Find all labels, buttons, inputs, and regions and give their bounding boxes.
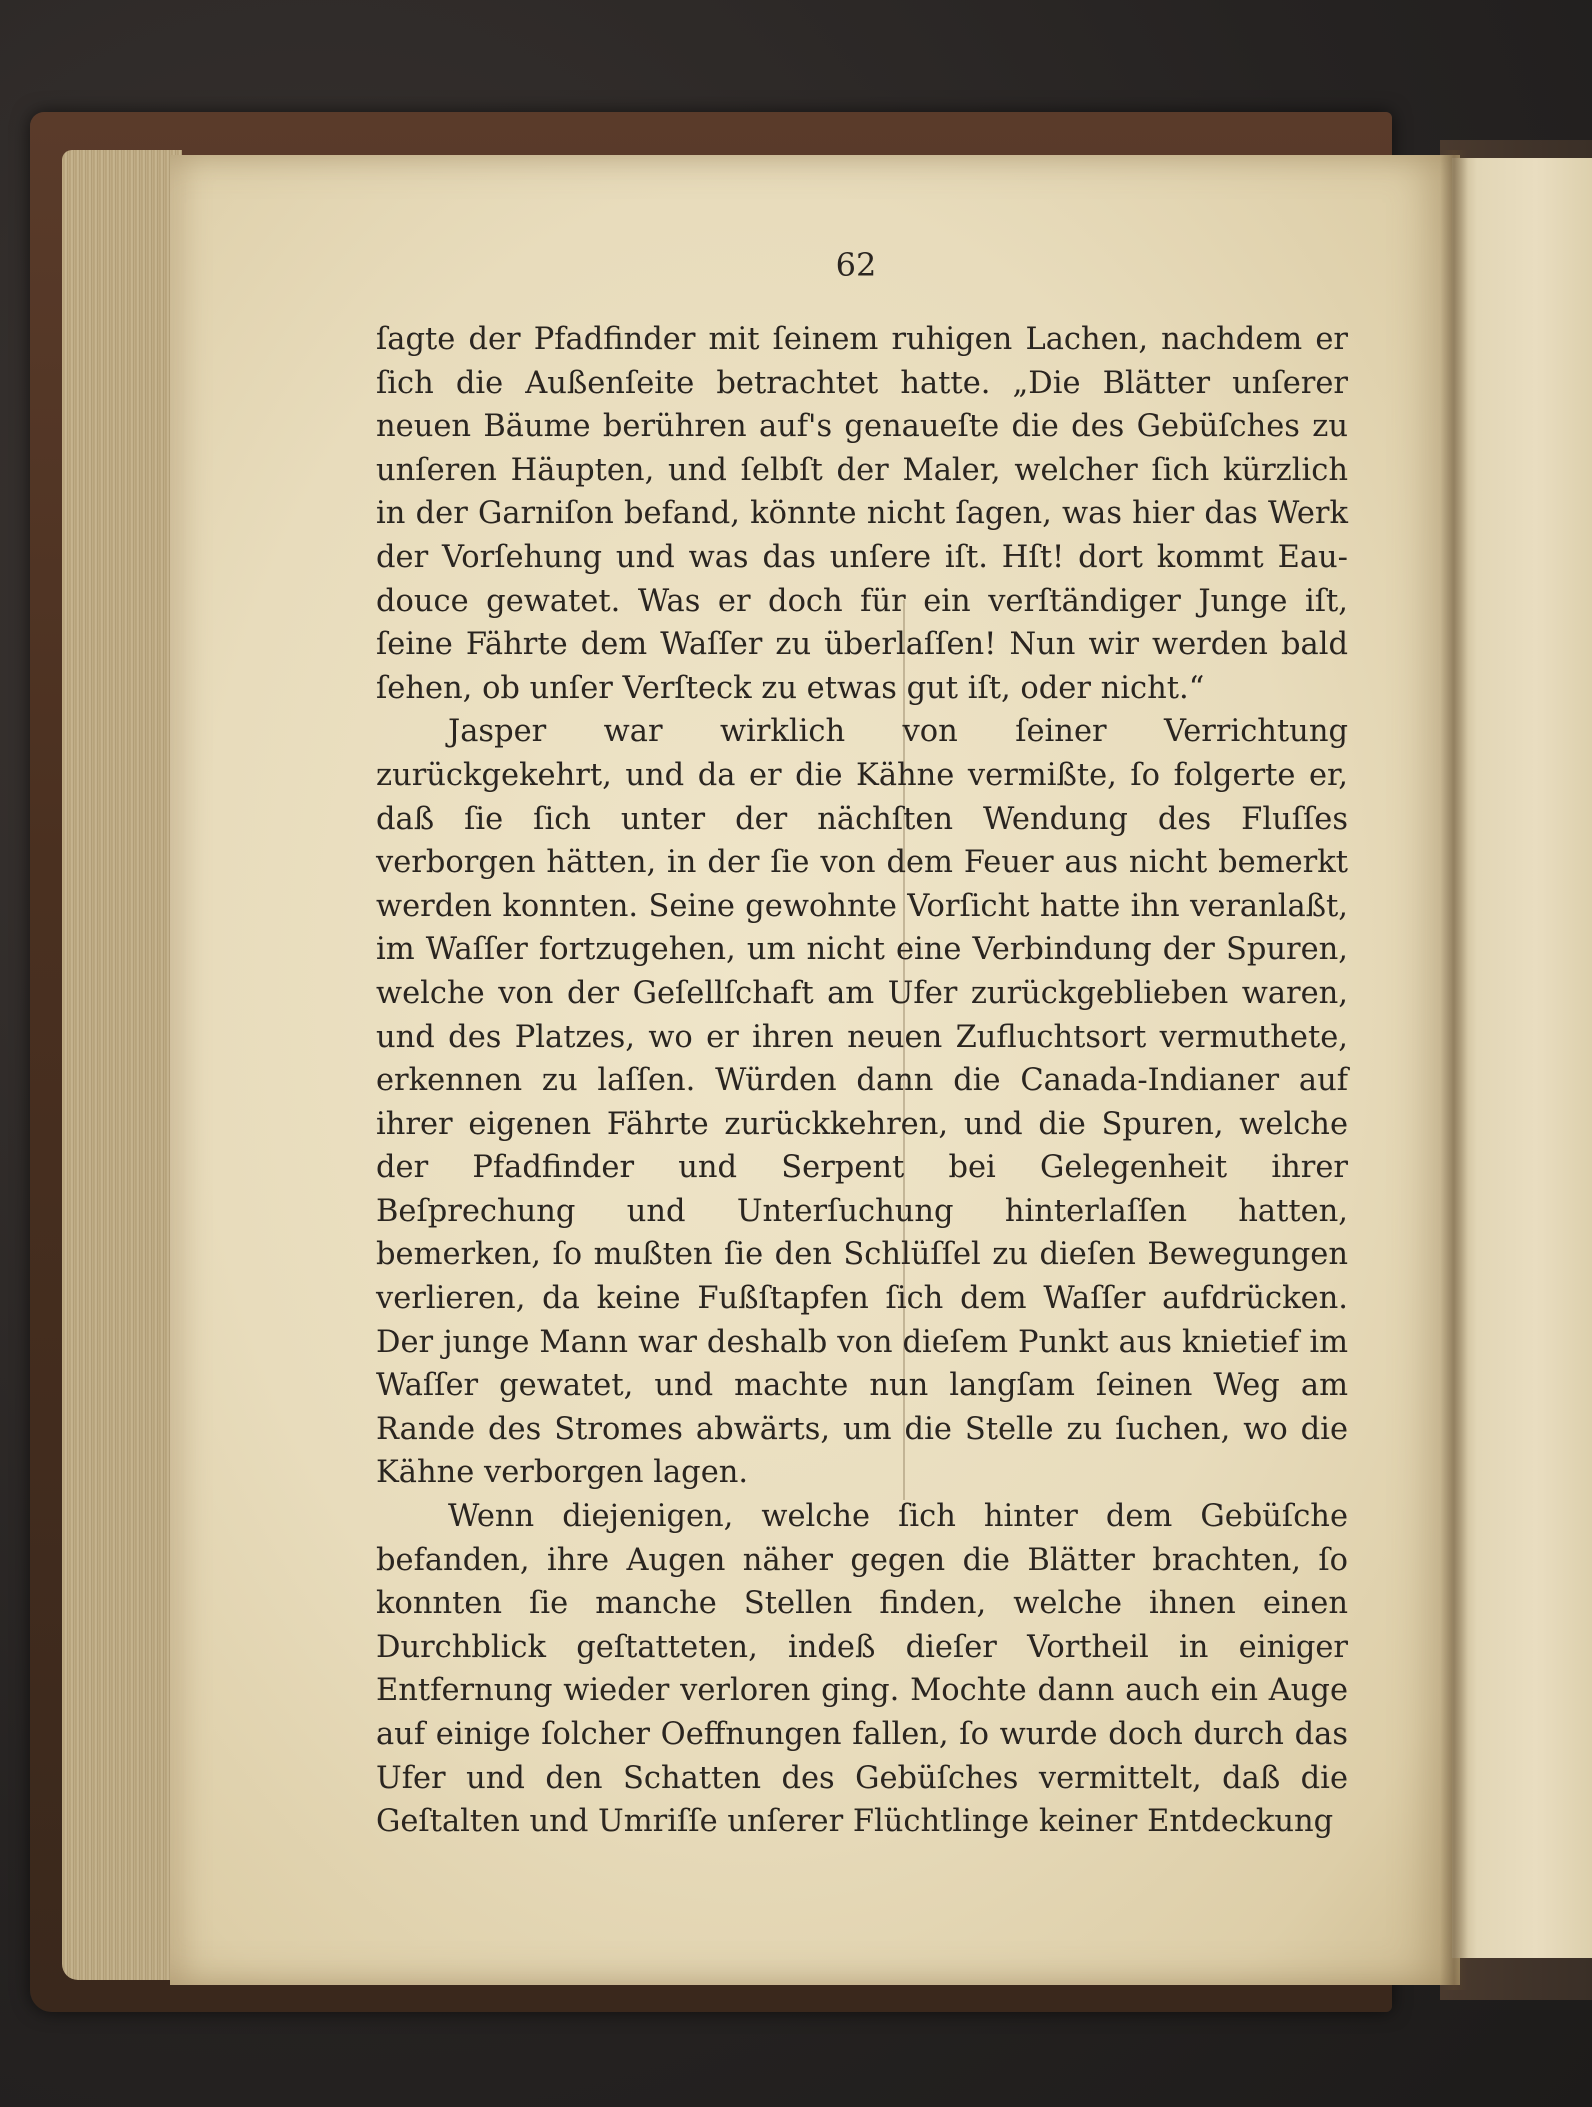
page-number: 62	[835, 246, 877, 284]
page-stack-edge	[62, 150, 182, 1980]
right-facing-page	[1452, 158, 1592, 1958]
paragraph-1: ſagte der Pfadfinder mit ſeinem ruhigen Lachen, nachdem er ſich die Außenſeite betrachtet hatte. „Die Blätter unſerer neuen Bäume berühren auf's genaueſte die des Gebüſches zu unſeren Häupten, und ſelbſt der Maler, welcher ſich kürzlich in der Garniſon befand, könnte nicht ſagen, was hier das Werk der Vorſehung und was das unſere iſt. Hſt! dort kommt Eau-douce gewatet. Was er doch für ein verſtändiger Junge iſt, ſeine Fährte dem Waſſer zu überlaſſen! Nun wir werden bald ſehen, ob unſer Verſteck zu etwas gut iſt, oder nicht.“	[376, 322, 1348, 706]
paragraph-3: Wenn diejenigen, welche ſich hinter dem Gebüſche befanden, ihre Augen näher gegen die Blätter brachten, ſo konnten ſie manche Stellen finden, welche ihnen einen Durchblick geſtatteten, indeß dieſer Vortheil in einiger Entfernung wieder verloren ging. Mochte dann auch ein Auge auf einige ſolcher Oeffnungen fallen, ſo wurde doch durch das Ufer und den Schatten des Gebüſches vermittelt, daß die Geſtalten und Umriſſe unſerer Flüchtlinge keiner Entdeckung	[376, 1499, 1348, 1840]
book-gutter	[1440, 150, 1468, 1990]
body-text	[376, 318, 1348, 1844]
paragraph-2: Jasper war wirklich von ſeiner Verrichtung zurückgekehrt, und da er die Kähne vermißte, ſo folgerte er, daß ſie ſich unter der nächſten Wendung des Fluſſes verborgen hätten, in der ſie von dem Feuer aus nicht bemerkt werden konnten. Seine gewohnte Vorſicht hatte ihn veranlaßt, im Waſſer fortzugehen, um nicht eine Verbindung der Spuren, welche von der Geſellſchaft am Ufer zurückgeblieben waren, und des Platzes, wo er ihren neuen Zufluchtsort vermuthete, erkennen zu laſſen. Würden dann die Canada-Indianer auf ihrer eigenen Fährte zurückkehren, und die Spuren, welche der Pfadfinder und Serpent bei Gelegenheit ihrer Beſprechung und Unterſuchung hinterlaſſen hatten, bemerken, ſo mußten ſie den Schlüſſel zu dieſen Bewegungen verlieren, da keine Fußſtapfen ſich dem Waſſer aufdrücken. Der junge Mann war deshalb von dieſem Punkt aus knietief im Waſſer gewatet, und machte nun langſam ſeinen Weg am Rande des Stromes abwärts, um die Stelle zu ſuchen, wo die Kähne verborgen lagen.	[376, 714, 1348, 1491]
